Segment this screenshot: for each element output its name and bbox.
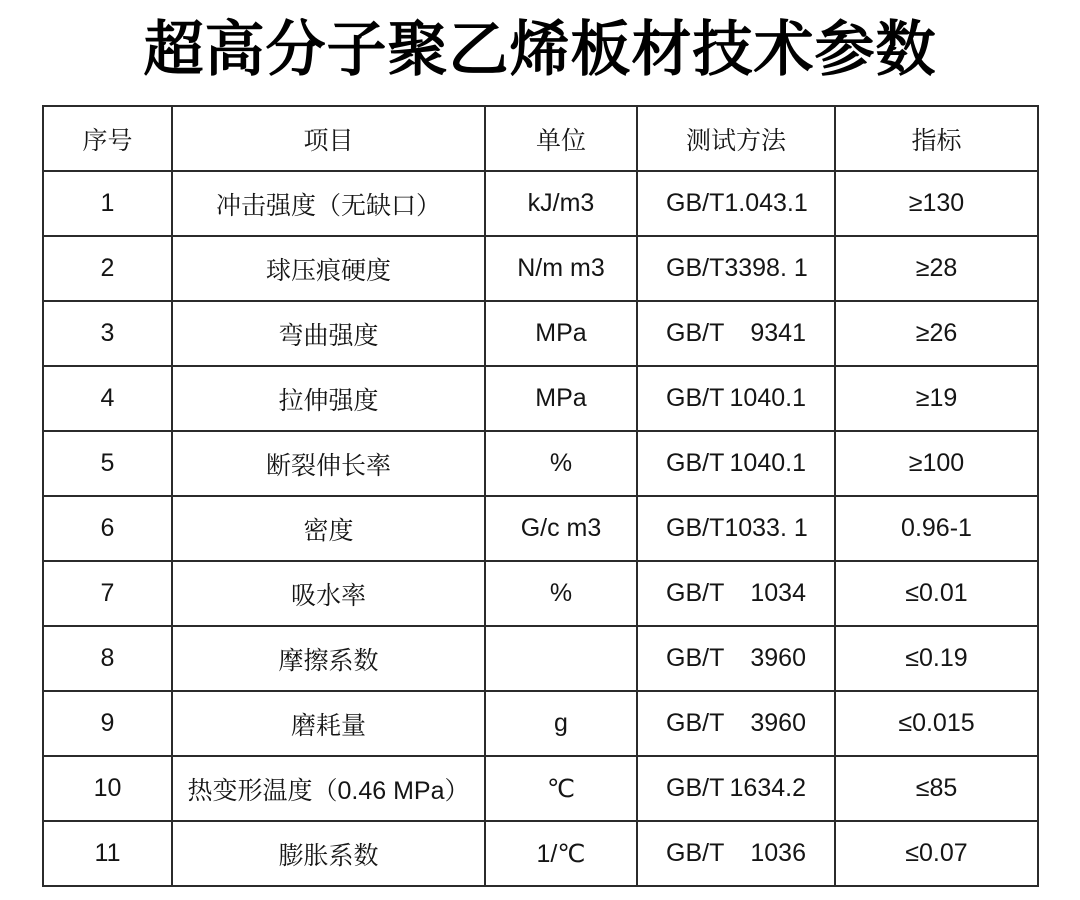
header-cell-no: 序号 [43,106,172,171]
table-row [43,431,1038,496]
test-method-number: 1040.1 [729,449,806,477]
table-row [43,691,1038,756]
unit-cell: MPa [485,366,637,431]
test-method-standard: GB/T [666,709,725,737]
test-method-wrap [638,774,834,803]
test-method-standard: GB/T [666,839,725,867]
spec-cell: ≥26 [835,301,1038,366]
header-row [43,106,1038,171]
spec-cell: ≤0.015 [835,691,1038,756]
unit-cell: N/m m3 [485,236,637,301]
table-row [43,496,1038,561]
row-number-cell: 7 [43,561,172,626]
test-method-cell [637,431,835,496]
item-cell: 拉伸强度 [172,366,485,431]
spec-cell: ≥28 [835,236,1038,301]
test-method-cell [637,366,835,431]
spec-cell: ≤0.01 [835,561,1038,626]
test-method-standard: GB/T [666,644,725,672]
item-cell: 磨耗量 [172,691,485,756]
test-method-cell [637,496,835,561]
item-cell: 密度 [172,496,485,561]
row-number-cell: 11 [43,821,172,886]
row-number-cell: 6 [43,496,172,561]
test-method-cell [637,691,835,756]
test-method-wrap [638,254,834,283]
test-method-number: 3960 [750,709,806,737]
test-method-number: 1040.1 [729,384,806,412]
table-row [43,301,1038,366]
item-cell: 吸水率 [172,561,485,626]
test-method-standard: GB/T [666,319,725,347]
table-row [43,366,1038,431]
test-method-cell [637,561,835,626]
header-cell-method: 测试方法 [637,106,835,171]
test-method-cell [637,236,835,301]
test-method-cell [637,626,835,691]
test-method-number: 9341 [750,319,806,347]
item-cell: 摩擦系数 [172,626,485,691]
unit-cell: % [485,561,637,626]
table-body [43,171,1038,886]
test-method-cell [637,821,835,886]
test-method-wrap [638,709,834,738]
row-number-cell: 5 [43,431,172,496]
spec-cell: ≤0.07 [835,821,1038,886]
spec-cell: ≥130 [835,171,1038,236]
spec-table [42,105,1039,887]
spec-cell: ≤85 [835,756,1038,821]
page-title: 超高分子聚乙烯板材技术参数 [143,16,937,83]
item-cell: 冲击强度（无缺口） [172,171,485,236]
header-cell-spec: 指标 [835,106,1038,171]
spec-cell: ≤0.19 [835,626,1038,691]
test-method-cell [637,171,835,236]
item-cell: 热变形温度（0.46 MPa） [172,756,485,821]
item-cell: 球压痕硬度 [172,236,485,301]
spec-cell: ≥100 [835,431,1038,496]
test-method-standard: GB/T [666,189,725,217]
unit-cell: MPa [485,301,637,366]
test-method-wrap [638,449,834,478]
test-method-standard: GB/T [666,514,725,542]
row-number-cell: 4 [43,366,172,431]
test-method-standard: GB/T [666,774,725,802]
item-cell: 膨胀系数 [172,821,485,886]
test-method-number: 3960 [750,644,806,672]
unit-cell: % [485,431,637,496]
test-method-number: 1634.2 [729,774,806,802]
test-method-wrap [638,514,834,543]
table-row [43,626,1038,691]
test-method-wrap [638,579,834,608]
item-cell: 弯曲强度 [172,301,485,366]
unit-cell: ℃ [485,756,637,821]
test-method-wrap [638,319,834,348]
test-method-number: 1.043.1 [724,189,808,217]
header-cell-unit: 单位 [485,106,637,171]
item-cell: 断裂伸长率 [172,431,485,496]
test-method-number: 1033. 1 [724,514,808,542]
test-method-number: 3398. 1 [724,254,808,282]
test-method-wrap [638,839,834,868]
table-row [43,756,1038,821]
row-number-cell: 9 [43,691,172,756]
test-method-wrap [638,189,834,218]
unit-cell: 1/℃ [485,821,637,886]
row-number-cell: 1 [43,171,172,236]
table-row [43,171,1038,236]
row-number-cell: 2 [43,236,172,301]
spec-cell: 0.96-1 [835,496,1038,561]
unit-cell: G/c m3 [485,496,637,561]
test-method-standard: GB/T [666,254,725,282]
unit-cell: g [485,691,637,756]
test-method-cell [637,301,835,366]
row-number-cell: 10 [43,756,172,821]
test-method-number: 1034 [750,579,806,607]
test-method-standard: GB/T [666,449,725,477]
test-method-wrap [638,644,834,673]
test-method-standard: GB/T [666,579,725,607]
unit-cell: kJ/m3 [485,171,637,236]
header-cell-item: 项目 [172,106,485,171]
spec-cell: ≥19 [835,366,1038,431]
table-row [43,821,1038,886]
test-method-number: 1036 [750,839,806,867]
row-number-cell: 8 [43,626,172,691]
test-method-cell [637,756,835,821]
test-method-wrap [638,384,834,413]
table-row [43,561,1038,626]
test-method-standard: GB/T [666,384,725,412]
unit-cell [485,626,637,691]
table-row [43,236,1038,301]
row-number-cell: 3 [43,301,172,366]
